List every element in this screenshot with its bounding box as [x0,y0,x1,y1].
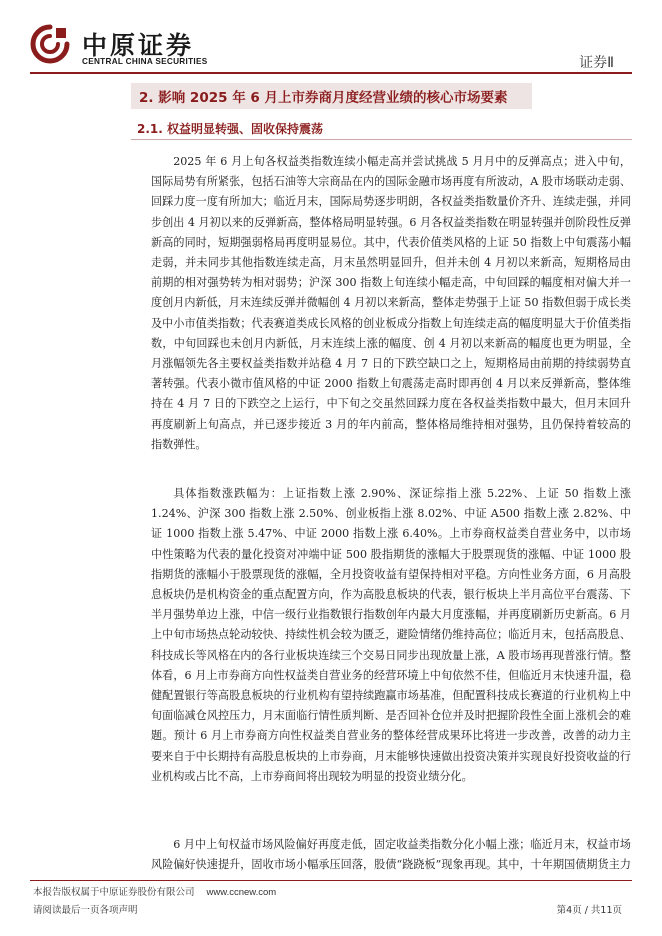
section-title-bar [131,83,532,109]
footer-divider [30,880,632,881]
central-china-securities-logo-icon [30,24,70,64]
copyright-notice: 本报告版权属于中原证券股份有限公司 [33,887,195,898]
website-link[interactable]: www.ccnew.com [206,887,277,898]
logo-english-name: CENTRAL CHINA SECURITIES [82,57,208,66]
body-paragraph-3: 6 月中上旬权益市场风险偏好再度走低，固定收益类指数分化小幅上涨；临近月末，权益市场风险偏好快速提升，固收市场小幅承压回落，股债“跷跷板”现象再现。其中，十年期国债期货主力 [151,838,631,872]
disclaimer-notice: 请阅读最后一页各项声明 [33,905,138,916]
company-logo [30,24,220,68]
subsection-divider [131,139,632,140]
section-title: 2. 影响 2025 年 6 月上市券商月度经营业绩的核心市场要素 [139,90,508,106]
subsection-title: 2.1. 权益明显转强、固收保持震荡 [137,122,323,136]
body-paragraph-1: 2025 年 6 月上旬各权益类指数连续小幅走高并尝试挑战 5 月月中的反弹高点；进入中旬，国际局势有所紧张，包括石油等大宗商品在内的国际金融市场再度有所波动，A 股市场联动走弱、回踩力度一度有所加大；临近月末，国际局势逐步明朗，各权益类指数量价齐升、连续走强，并同步创出 4 月初以来的反弹新高，整体格局明显转强。6 月各权益类指数在明显转强并创阶段性反弹新高的同时，短期强弱格局再度明显易位。其中，代表价值类风格的上证 50 指数上中旬震荡小幅走弱，并未同步其他指数连续走高，月末虽然明显回升，但并未创 4 月初以来新高，短期格局由前期的相对强势转为相对弱势；沪深 300 指数上旬连续小幅走高，中旬回踩的幅度相对偏大并一度创月内新低，月末连续反弹并微幅创 4 月初以来新高，整体走势强于上证 50 指数但弱于成长类及中小市值类指数；代表赛道类成长风格的创业板成分指数上旬连续走高的幅度明显大于价值类指数，中旬回踩也未创月内新低，月末连续上涨的幅度、创 4 月初以来新高的幅度也更为明显，全月涨幅领先各主要权益类指数并站稳 4 月 7 日的下跌空缺口之上，短期格局由前期的持续弱势直著转强。代表小微市值风格的中证 2000 指数上旬震荡走高时即再创 4 月以来反弹新高，整体维持在 4 月 7 日的下跌空之上运行，中下旬之交虽然回踩力度在各权益类指数中最大，但月末回升再度刷新上旬高点，并已逐步接近 3 月的年内前高，整体格局维持相对强势，且仍保持着较高的指数弹性。 [151,155,631,451]
header-divider [30,72,632,74]
logo-chinese-name: 中原证券 [82,31,195,60]
page-footer [33,884,276,920]
body-paragraph-2: 具体指数涨跌幅为：上证指数上涨 2.90%、深证综指上涨 5.22%、上证 50 指数上涨 1.24%、沪深 300 指数上涨 2.50%、创业板指上涨 8.02%、中证 A500 指数上涨 2.82%、中证 1000 指数上涨 5.47%、中证 2000 指数上涨 6.40%。上市券商权益类自营业务中，以市场中性策略为代表的量化投资对冲端中证 500 股指期货的涨幅大于股票现货的涨幅、中证 1000 股指期货的涨幅小于股票现货的涨幅，全月投资收益有望保持相对平稳。方向性业务方面，6 月高股息板块仍是机构资金的重点配置方向，作为高股息板块的代表，银行板块上半月高位平台震荡、下半月强势单边上涨，中信一级行业指数银行指数创年内最大月度涨幅，并再度刷新历史新高。6 月上中旬市场热点轮动较快、持续性机会较为匮乏，避险情绪仍维持高位；临近月末，包括高股息、科技成长等风格在内的各行业板块连续三个交易日同步出现放量上涨，A 股市场再现普涨行情。整体看，6 月上市券商方向性权益类自营业务的经营环境上中旬依然不佳，但临近月末快速升温，稳健配置银行等高股息板块的行业机构有望持续跑赢市场基准，但配置科技成长赛道的行业机构上中旬面临减仓风控压力，月末面临行情性质判断、是否回补仓位并及时把握阶段性全面上涨机会的难题。预计 6 月上市券商方向性权益类自营业务的整体经营成果环比将进一步改善，改善的动力主要来自于中长期持有高股息板块的上市券商，月末能够快速做出投资决策并实现良好投资收益的行业机构或占比不高，上市券商间将出现较为明显的投资业绩分化。 [151,487,631,783]
page-header [0,0,662,80]
page-number: 第4页 / 共11页 [556,905,622,916]
report-industry-label: 证券Ⅱ [579,55,614,71]
